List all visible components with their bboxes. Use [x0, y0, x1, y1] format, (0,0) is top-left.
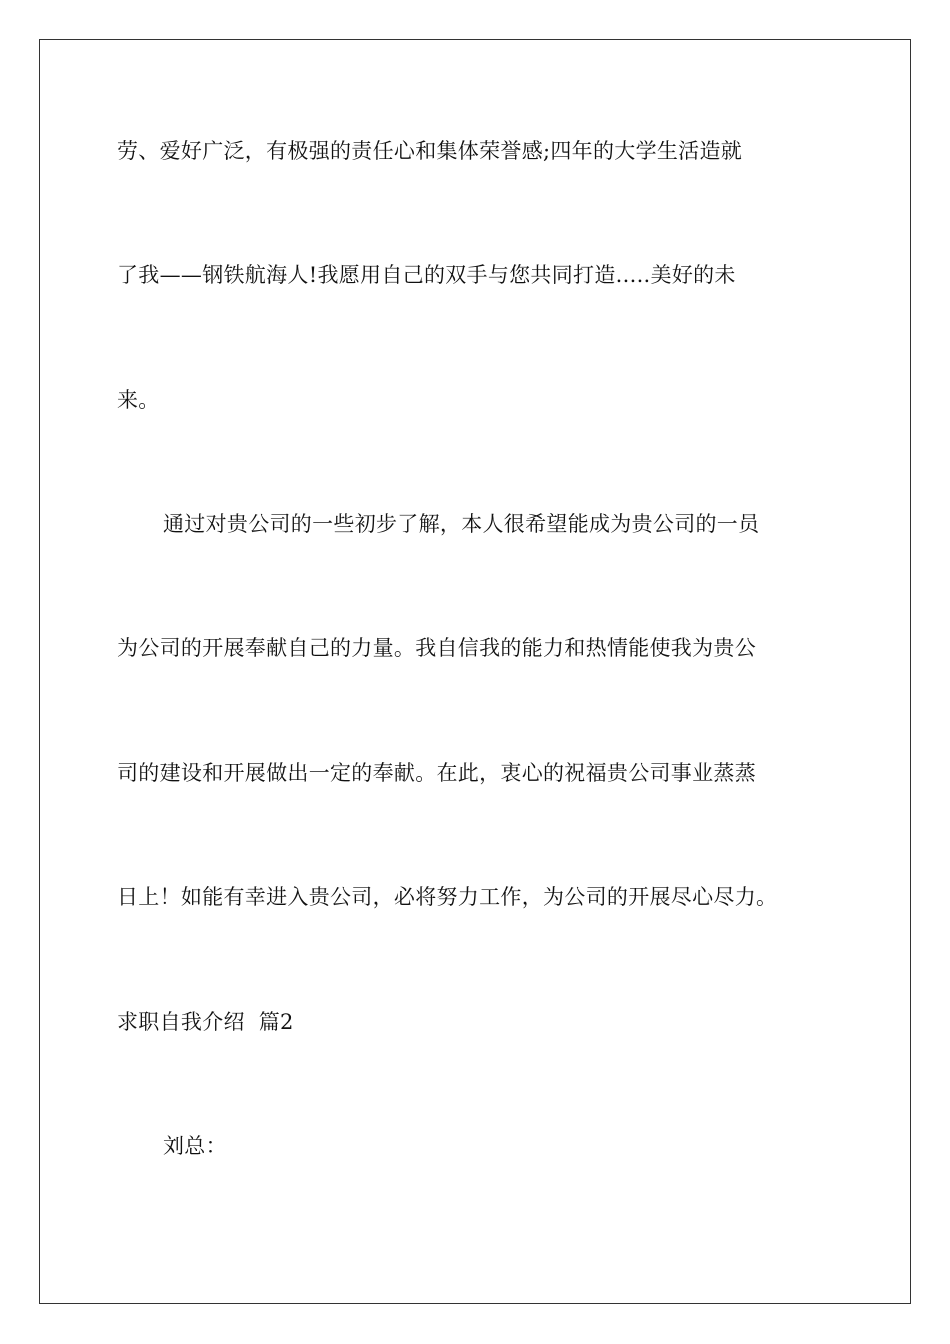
paragraph-line: 为公司的开展奉献自己的力量。我自信我的能力和热情能使我为贵公: [117, 636, 756, 660]
salutation: 刘总：: [163, 1134, 227, 1158]
page-border: [39, 39, 911, 1304]
paragraph-line: 劳、爱好广泛，有极强的责任心和集体荣誉感;四年的大学生活造就: [117, 139, 743, 163]
section-heading: 求职自我介绍 篇2: [117, 1010, 294, 1034]
paragraph-line: 来。: [117, 388, 160, 412]
paragraph-line: 日上！如能有幸进入贵公司，必将努力工作，为公司的开展尽心尽力。: [117, 885, 778, 909]
paragraph-line: 司的建设和开展做出一定的奉献。在此，衷心的祝福贵公司事业蒸蒸: [117, 761, 756, 785]
paragraph-line: 了我——钢铁航海人!我愿用自己的双手与您共同打造.....美好的未: [117, 263, 736, 287]
paragraph-line: 通过对贵公司的一些初步了解，本人很希望能成为贵公司的一员: [163, 512, 760, 536]
